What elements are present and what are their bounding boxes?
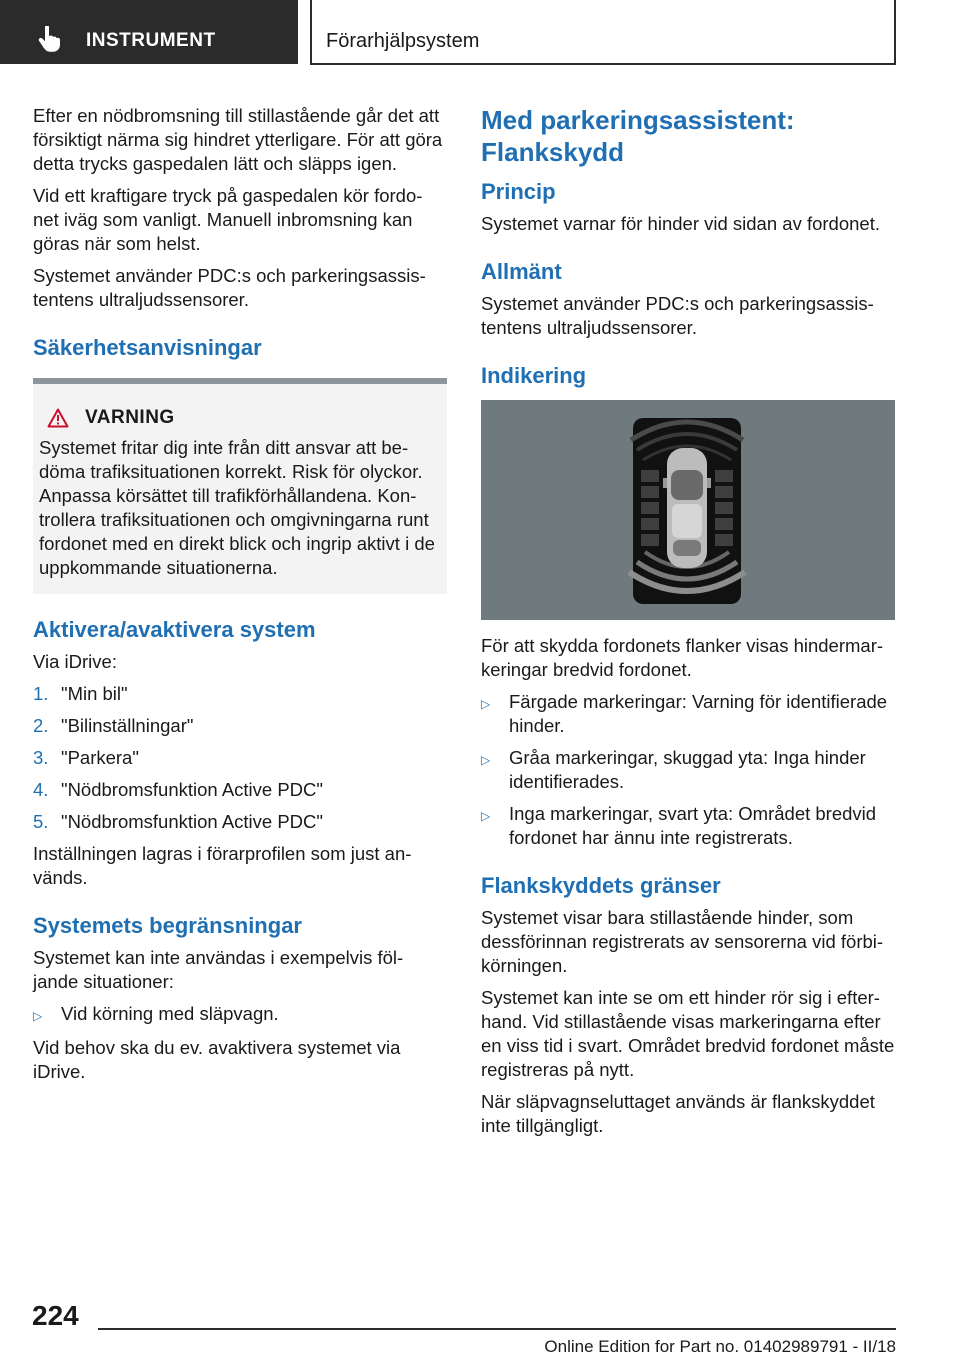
warning-label: VARNING: [85, 407, 175, 428]
heading-limits: Systemets begränsningar: [33, 913, 302, 938]
header-divider: [310, 0, 312, 64]
step-number: 3.: [33, 747, 49, 768]
paragraph: När släpvagnseluttaget används är flankskyddet inte tillgängligt.: [481, 1091, 875, 1136]
paragraph: Systemet använder PDC:s och parkeringsassis-tentens ultraljudssensorer.: [481, 293, 874, 338]
step-number: 2.: [33, 715, 49, 736]
paragraph: Systemet visar bara stillastående hinder, som dessförinnan registrerats av sensorerna vid förbi-körningen.: [481, 907, 884, 976]
heading-general: Allmänt: [481, 259, 562, 284]
heading-activate: Aktivera/avaktivera system: [33, 617, 316, 642]
heading-principle: Princip: [481, 179, 556, 204]
footer-rule: [98, 1328, 896, 1330]
paragraph: Vid behov ska du ev. avaktivera systemet via iDrive.: [33, 1037, 401, 1082]
edition-note: Online Edition for Part no. 01402989791 - II/18: [544, 1337, 896, 1356]
paragraph: Systemet använder PDC:s och parkeringsassis-tentens ultraljudssensorer.: [33, 265, 426, 310]
warning-box: [33, 378, 447, 594]
step-text: "Parkera": [61, 747, 139, 768]
paragraph: Vid ett kraftigare tryck på gaspedalen kör fordo-net iväg som vanligt. Manuell inbromsning kan göras när som helst.: [33, 185, 423, 254]
bullet-triangle-icon: ▷: [481, 697, 491, 711]
header-bottom-border: [310, 63, 896, 65]
header-right-border: [894, 0, 896, 64]
step-number: 4.: [33, 779, 49, 800]
bullet-triangle-icon: ▷: [481, 753, 491, 767]
left-column: [33, 104, 447, 1092]
bullet-text: Färgade markeringar: Varning för identifierade hinder.: [509, 691, 888, 736]
steps-list: [33, 682, 447, 834]
car-topview-illustration: [481, 400, 895, 620]
list-item: [33, 1002, 447, 1028]
bullet-triangle-icon: ▷: [33, 1009, 43, 1023]
heading-safety: Säkerhetsanvisningar: [33, 335, 262, 360]
limits-list: [33, 1002, 447, 1028]
warning-text: Systemet fritar dig inte från ditt ansvar att be-döma trafiksituationen korrekt. Risk för olyckor. Anpassa körsättet till trafikförhållandena. Kon-trollera trafiksituationen och omgivningarna runt fordonet med en direkt blick och ingrip aktivt i de uppkommande situationerna.: [39, 437, 435, 578]
hand-pointer-icon: [38, 26, 62, 52]
paragraph: För att skydda fordonets flanker visas hindermar-keringar bredvid fordonet.: [481, 635, 884, 680]
list-item: [33, 682, 447, 706]
page-number: 224: [32, 1300, 79, 1331]
flank-protection-figure: [481, 400, 895, 620]
step-text: "Nödbromsfunktion Active PDC": [61, 779, 323, 800]
bullet-text: Gråa markeringar, skuggad yta: Inga hinder identifierades.: [509, 747, 866, 792]
step-number: 5.: [33, 811, 49, 832]
bullet-triangle-icon: ▷: [481, 809, 491, 823]
section-title: Med parkeringsassistent: Flankskydd: [481, 105, 795, 167]
section-label: INSTRUMENT: [86, 30, 216, 51]
heading-bounds: Flankskyddets gränser: [481, 873, 721, 898]
paragraph: Via iDrive:: [33, 651, 117, 672]
paragraph: Systemet kan inte se om ett hinder rör sig i efter-hand. Vid stillastående visas markeringarna efter en viss tid i svart. Området bredvid fordonet måste registreras på nytt.: [481, 987, 895, 1080]
warning-triangle-icon: [47, 408, 69, 428]
bullet-text: Vid körning med släpvagn.: [61, 1003, 279, 1024]
step-text: "Bilinställningar": [61, 715, 194, 736]
paragraph: Systemet kan inte användas i exempelvis föl-jande situationer:: [33, 947, 404, 992]
paragraph: Efter en nödbromsning till stillastående går det att försiktigt närma sig hindret ytterligare. För att göra detta trycks gaspedalen lätt och släpps igen.: [33, 105, 443, 174]
step-text: "Nödbromsfunktion Active PDC": [61, 811, 323, 832]
heading-display: Indikering: [481, 363, 587, 388]
list-item: [481, 690, 895, 738]
list-item: [481, 802, 895, 850]
bullet-text: Inga markeringar, svart yta: Området bredvid fordonet har ännu inte registrerats.: [509, 803, 877, 848]
paragraph: Systemet varnar för hinder vid sidan av fordonet.: [481, 213, 880, 234]
chapter-title: Förarhjälpsystem: [326, 30, 480, 52]
paragraph: Inställningen lagras i förarprofilen som just an-vänds.: [33, 843, 412, 888]
section-tab: [0, 0, 298, 64]
list-item: [33, 746, 447, 770]
list-item: [33, 810, 447, 834]
step-text: "Min bil": [61, 683, 128, 704]
right-column: [481, 104, 895, 1146]
list-item: [481, 746, 895, 794]
list-item: [33, 714, 447, 738]
list-item: [33, 778, 447, 802]
step-number: 1.: [33, 683, 49, 704]
display-list: [481, 690, 895, 850]
warning-header: [39, 406, 441, 430]
